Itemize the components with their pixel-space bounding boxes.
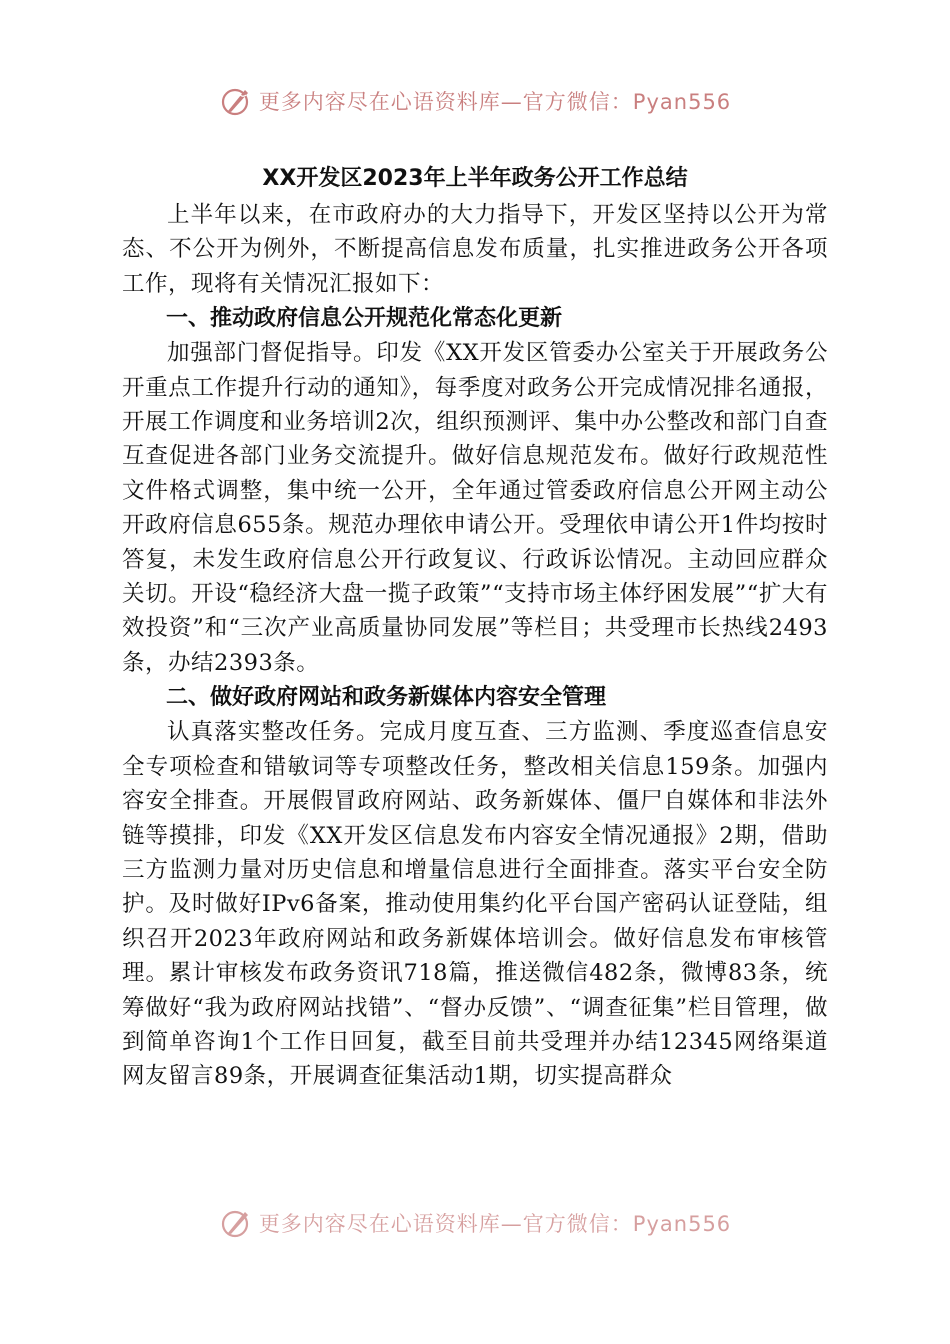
- watermark-text: 更多内容尽在心语资料库—官方微信：Pyan556: [258, 90, 732, 114]
- quill-logo-icon: [219, 1206, 253, 1240]
- footer-watermark: [0, 1206, 950, 1240]
- section-heading: 一、推动政府信息公开规范化常态化更新: [166, 306, 563, 332]
- section-heading: 二、做好政府网站和政务新媒体内容安全管理: [166, 685, 607, 711]
- quill-logo-icon: [219, 84, 253, 118]
- section-paragraph: 认真落实整改任务。完成月度互查、三方监测、季度巡查信息安全专项检查和错敏词等专项整改任务，整改相关信息159条。加强内容安全排查。开展假冒政府网站、政务新媒体、僵尸自媒体和非法外链等摸排，印发《XX开发区信息发布内容安全情况通报》2期，借助三方监测力量对历史信息和增量信息进行全面排查。落实平台安全防护。及时做好IPv6备案，推动使用集约化平台国产密码认证登陆，组织召开2023年政府网站和政务新媒体培训会。做好信息发布审核管理。累计审核发布政务资讯718篇，推送微信482条，微博83条，统筹做好“我为政府网站找错”、“督办反馈”、“调查征集”栏目管理，做到简单咨询1个工作日回复，截至目前共受理并办结12345网络渠道网友留言89条，开展调查征集活动1期，切实提高群众: [122, 719, 828, 1090]
- intro-paragraph: 上半年以来，在市政府办的大力指导下，开发区坚持以公开为常态、不公开为例外，不断提高信息发布质量，扎实推进政务公开各项工作，现将有关情况汇报如下：: [122, 202, 828, 297]
- watermark-text: 更多内容尽在心语资料库—官方微信：Pyan556: [258, 1212, 732, 1236]
- document-title: XX开发区2023年上半年政务公开工作总结: [262, 166, 688, 191]
- header-watermark: [0, 84, 950, 118]
- document-body: [122, 160, 828, 1094]
- section-paragraph: 加强部门督促指导。印发《XX开发区管委办公室关于开展政务公开重点工作提升行动的通知》，每季度对政务公开完成情况排名通报，开展工作调度和业务培训2次，组织预测评、集中办公整改和部门自查互查促进各部门业务交流提升。做好信息规范发布。做好行政规范性文件格式调整，集中统一公开，全年通过管委政府信息公开网主动公开政府信息655条。规范办理依申请公开。受理依申请公开1件均按时答复，未发生政府信息公开行政复议、行政诉讼情况。主动回应群众关切。开设“稳经济大盘一揽子政策”“支持市场主体纾困发展”“扩大有效投资”和“三次产业高质量协同发展”等栏目；共受理市长热线2493条，办结2393条。: [122, 340, 828, 676]
